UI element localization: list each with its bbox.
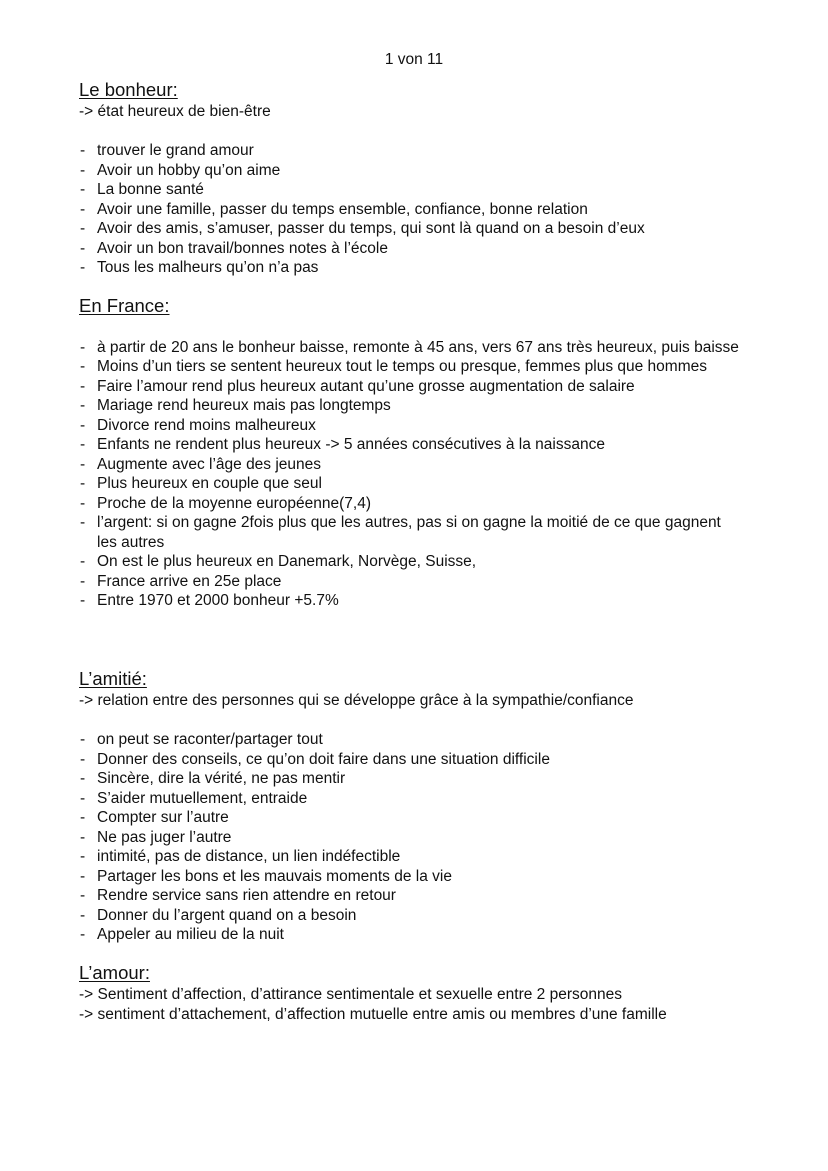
- section-amitie: [79, 667, 759, 945]
- list-item-text: Donner du l’argent quand on a besoin: [97, 906, 357, 924]
- list-item: [79, 906, 739, 926]
- dash-bullet-icon: -: [80, 436, 86, 453]
- list-item-text: France arrive en 25e place: [97, 572, 282, 590]
- dash-bullet-icon: -: [80, 828, 86, 846]
- list-item: [79, 474, 739, 494]
- list-item-text: Tous les malheurs qu’on n’a pas: [97, 259, 319, 276]
- dash-bullet-icon: -: [80, 475, 86, 492]
- dash-bullet-icon: -: [80, 220, 86, 237]
- section-heading: En France:: [79, 295, 170, 316]
- list-item-text: Augmente avec l’âge des jeunes: [97, 455, 322, 473]
- section-heading: L’amitié:: [79, 668, 147, 689]
- list-item-text: on peut se raconter/partager tout: [97, 731, 323, 748]
- list-item-text: La bonne santé: [97, 181, 204, 198]
- list-item-text: Ne pas juger l’autre: [97, 828, 232, 846]
- list-item-text: Proche de la moyenne européenne(7,4): [97, 494, 372, 512]
- list-item: [79, 357, 739, 377]
- dash-bullet-icon: -: [80, 416, 86, 434]
- dash-bullet-icon: -: [80, 809, 86, 826]
- dash-bullet-icon: -: [80, 867, 86, 885]
- list-item: [79, 591, 739, 611]
- dash-bullet-icon: -: [80, 338, 86, 356]
- section-bonheur: [79, 78, 759, 278]
- section-heading: L’amour:: [79, 962, 150, 983]
- list-item: [79, 200, 739, 220]
- list-item-text: On est le plus heureux en Danemark, Norvège, Suisse,: [97, 553, 477, 570]
- list-item: [79, 886, 739, 906]
- definition-line: -> Sentiment d’affection, d’attirance sentimentale et sexuelle entre 2 personnes: [79, 986, 622, 1003]
- list-item-text: Moins d’un tiers se sentent heureux tout le temps ou presque, femmes plus que hommes: [97, 358, 707, 375]
- list-item: [79, 730, 739, 750]
- list-item-text: intimité, pas de distance, un lien indéfectible: [97, 848, 401, 865]
- list-item-text: Avoir des amis, s’amuser, passer du temps, qui sont là quand on a besoin d’eux: [97, 220, 645, 237]
- list-item-text: Donner des conseils, ce qu’on doit faire dans une situation difficile: [97, 750, 550, 768]
- list-item-text: Partager les bons et les mauvais moments de la vie: [97, 867, 452, 885]
- list-item-text: Mariage rend heureux mais pas longtemps: [97, 397, 391, 414]
- list-item: [79, 258, 739, 278]
- dash-bullet-icon: -: [80, 553, 86, 570]
- dash-bullet-icon: -: [80, 906, 86, 924]
- definition-line: -> état heureux de bien-être: [79, 103, 271, 120]
- dash-bullet-icon: -: [80, 161, 86, 179]
- list-item: [79, 161, 739, 181]
- list-item: [79, 847, 739, 867]
- list-item: [79, 435, 739, 455]
- dash-bullet-icon: -: [80, 377, 86, 395]
- dash-bullet-icon: -: [80, 181, 86, 198]
- list-item: [79, 925, 739, 945]
- dash-bullet-icon: -: [80, 455, 86, 473]
- dash-bullet-icon: -: [80, 848, 86, 865]
- list-item: [79, 552, 739, 572]
- section-amour: [79, 961, 759, 1024]
- list-item: [79, 239, 739, 259]
- dash-bullet-icon: -: [80, 592, 86, 609]
- list-item: [79, 789, 739, 809]
- dash-bullet-icon: -: [80, 200, 86, 218]
- list-item: [79, 572, 739, 592]
- list-item-text: à partir de 20 ans le bonheur baisse, remonte à 45 ans, vers 67 ans très heureux, puis baisse: [97, 338, 739, 356]
- bullet-list: [79, 338, 759, 611]
- bullet-list: [79, 141, 759, 278]
- list-item: [79, 377, 739, 397]
- section-en-france: [79, 294, 759, 611]
- dash-bullet-icon: -: [80, 358, 86, 375]
- list-item-text: Avoir un bon travail/bonnes notes à l’école: [97, 239, 388, 257]
- dash-bullet-icon: -: [80, 789, 86, 807]
- list-item-text: Avoir un hobby qu’on aime: [97, 161, 281, 179]
- list-item: [79, 867, 739, 887]
- dash-bullet-icon: -: [80, 572, 86, 590]
- dash-bullet-icon: -: [80, 259, 86, 276]
- list-item-text: trouver le grand amour: [97, 142, 254, 159]
- list-item-text: Plus heureux en couple que seul: [97, 475, 322, 492]
- dash-bullet-icon: -: [80, 926, 86, 943]
- list-item: [79, 494, 739, 514]
- list-item-text: Divorce rend moins malheureux: [97, 416, 316, 434]
- list-item-text: Enfants ne rendent plus heureux -> 5 années consécutives à la naissance: [97, 436, 605, 453]
- dash-bullet-icon: -: [80, 770, 86, 787]
- list-item-text: Avoir une famille, passer du temps ensemble, confiance, bonne relation: [97, 200, 588, 218]
- list-item-text: Entre 1970 et 2000 bonheur +5.7%: [97, 592, 339, 609]
- list-item-text: l’argent: si on gagne 2fois plus que les autres, pas si on gagne la moitié de ce que gagnent les autres: [97, 514, 721, 551]
- dash-bullet-icon: -: [80, 887, 86, 904]
- dash-bullet-icon: -: [80, 514, 86, 531]
- list-item: [79, 141, 739, 161]
- list-item: [79, 219, 739, 239]
- list-item: [79, 455, 739, 475]
- list-item: [79, 828, 739, 848]
- list-item: [79, 416, 739, 436]
- section-heading: Le bonheur:: [79, 79, 178, 100]
- page-number: 1 von 11: [384, 51, 444, 68]
- list-item-text: Faire l’amour rend plus heureux autant qu’une grosse augmentation de salaire: [97, 377, 635, 395]
- dash-bullet-icon: -: [80, 142, 86, 159]
- list-item-text: Sincère, dire la vérité, ne pas mentir: [97, 770, 346, 787]
- list-item-text: S’aider mutuellement, entraide: [97, 789, 308, 807]
- list-item: [79, 513, 739, 552]
- dash-bullet-icon: -: [80, 731, 86, 748]
- list-item-text: Appeler au milieu de la nuit: [97, 926, 284, 943]
- list-item-text: Compter sur l’autre: [97, 809, 229, 826]
- definition-line: -> relation entre des personnes qui se développe grâce à la sympathie/confiance: [79, 692, 634, 709]
- list-item-text: Rendre service sans rien attendre en retour: [97, 887, 396, 904]
- bullet-list: [79, 730, 759, 945]
- list-item: [79, 769, 739, 789]
- dash-bullet-icon: -: [80, 750, 86, 768]
- dash-bullet-icon: -: [80, 494, 86, 512]
- list-item: [79, 180, 739, 200]
- list-item: [79, 396, 739, 416]
- dash-bullet-icon: -: [80, 239, 86, 257]
- definition-line: -> sentiment d’attachement, d’affection mutuelle entre amis ou membres d’une famille: [79, 1005, 667, 1023]
- list-item: [79, 338, 739, 358]
- list-item: [79, 808, 739, 828]
- dash-bullet-icon: -: [80, 397, 86, 414]
- list-item: [79, 750, 739, 770]
